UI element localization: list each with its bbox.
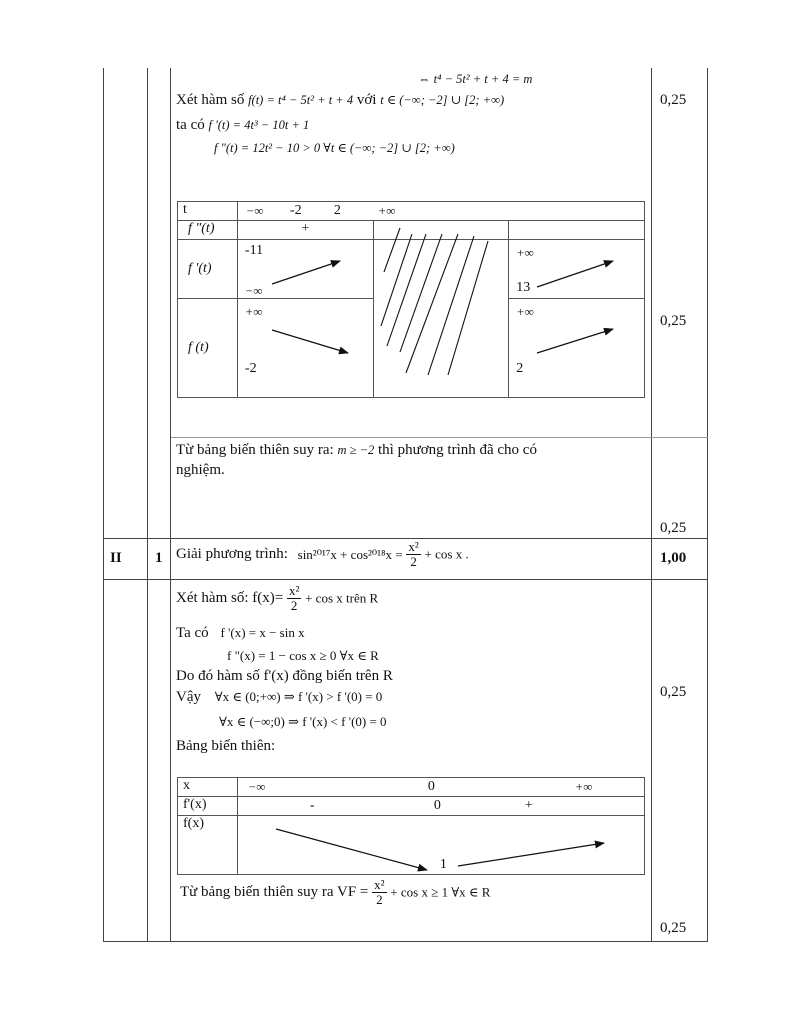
fx-fraction-num: x² bbox=[288, 583, 300, 598]
problem-fraction-num: x² bbox=[408, 539, 419, 554]
conclusion-math: m ≥ −2 bbox=[337, 443, 375, 457]
score-1a: 0,25 bbox=[660, 92, 687, 108]
question-number: 1 bbox=[155, 550, 163, 566]
score-2a: 0,25 bbox=[660, 684, 687, 700]
arrow-fx-up bbox=[458, 843, 604, 866]
header-pos-inf: +∞ bbox=[377, 204, 396, 218]
fp-top-left: -11 bbox=[244, 243, 264, 258]
row-label-f: f (t) bbox=[178, 299, 238, 398]
with-word: với bbox=[356, 92, 377, 108]
f-bottom-right: 2 bbox=[516, 361, 524, 376]
score-1b: 0,25 bbox=[660, 313, 687, 329]
consider-fx-label: Xét hàm số: f(x)= bbox=[176, 590, 284, 606]
fp-top-right: +∞ bbox=[516, 246, 534, 260]
header-neg-inf: −∞ bbox=[245, 204, 264, 218]
hatching bbox=[381, 228, 488, 375]
f-top-left: +∞ bbox=[244, 305, 263, 319]
header-t: t bbox=[178, 202, 238, 221]
consider-label: Xét hàm số bbox=[176, 92, 245, 108]
so-label: Vậy bbox=[176, 689, 201, 705]
problem-prompt: Giải phương trình: bbox=[176, 546, 288, 562]
conclusion-pre: Từ bảng biến thiên suy ra: bbox=[176, 442, 334, 458]
increasing-statement: Do đó hàm số f'(x) đồng biến trên R bbox=[176, 668, 393, 684]
table-title: Bảng biến thiên: bbox=[176, 738, 276, 754]
fx-second-derivative: f "(x) = 1 − cos x ≥ 0 ∀x ∈ R bbox=[227, 648, 379, 663]
score-1c: 0,25 bbox=[660, 520, 687, 536]
score-2b: 0,25 bbox=[660, 920, 687, 936]
arrow-fx-down bbox=[276, 829, 427, 870]
final-fraction-den: 2 bbox=[376, 892, 383, 907]
domain-expression: t ∈ (−∞; −2] ∪ [2; +∞) bbox=[380, 93, 505, 107]
fp-bottom-right: 13 bbox=[516, 280, 531, 295]
problem-eq-left: sin²⁰¹⁷x + cos²⁰¹⁸x = bbox=[297, 546, 403, 562]
implication-2: ∀x ∈ (−∞;0) ⇒ f '(x) < f '(0) = 0 bbox=[219, 714, 387, 729]
header-2: 2 bbox=[333, 203, 341, 218]
total-score: 1,00 bbox=[660, 550, 687, 566]
row-label-fpx: f'(x) bbox=[178, 797, 238, 816]
arrow-fp-left bbox=[272, 261, 340, 284]
x-zero: 0 bbox=[427, 779, 435, 794]
fp-bottom-left: −∞ bbox=[244, 284, 263, 298]
first-derivative: f '(t) = 4t³ − 10t + 1 bbox=[208, 118, 310, 132]
fpp-sign: + bbox=[301, 221, 310, 236]
final-fraction-num: x² bbox=[374, 877, 385, 892]
we-have-label: ta có bbox=[176, 117, 205, 133]
header-x: x bbox=[178, 778, 238, 797]
we-have-label-2: Ta có bbox=[176, 625, 209, 641]
fpx-plus: + bbox=[524, 798, 533, 813]
x-neg-inf: −∞ bbox=[247, 780, 266, 794]
arrow-fp-right bbox=[537, 261, 613, 287]
problem-fraction-den: 2 bbox=[410, 554, 417, 569]
row-label-fx: f(x) bbox=[178, 816, 238, 875]
fx-tail: + cos x trên R bbox=[305, 590, 379, 606]
implication-1: ∀x ∈ (0;+∞) ⇒ f '(x) > f '(0) = 0 bbox=[214, 689, 383, 704]
fx-fraction-den: 2 bbox=[290, 598, 298, 613]
second-derivative: f "(t) = 12t² − 10 > 0 ∀t ∈ (−∞; −2] ∪ [2; +∞) bbox=[214, 141, 455, 155]
fx-first-derivative: f '(x) = x − sin x bbox=[220, 625, 305, 640]
header-minus-2: -2 bbox=[289, 203, 302, 218]
x-pos-inf: +∞ bbox=[574, 780, 593, 794]
arrow-f-right bbox=[537, 329, 613, 353]
equivalence-line: ⇔ t⁴ − 5t² + t + 4 = m bbox=[418, 72, 533, 86]
f-top-right: +∞ bbox=[516, 305, 534, 319]
fpx-minus: - bbox=[309, 798, 315, 813]
arrow-f-left bbox=[272, 330, 348, 353]
conclusion-post: thì phương trình đã cho có bbox=[378, 442, 537, 458]
section-number: II bbox=[110, 550, 122, 566]
fpx-zero: 0 bbox=[433, 798, 441, 813]
row-label-fpp: f "(t) bbox=[178, 221, 238, 240]
row-label-fp: f '(t) bbox=[178, 240, 238, 299]
problem-eq-right: + cos x . bbox=[424, 546, 469, 562]
final-post: + cos x ≥ 1 ∀x ∈ R bbox=[390, 884, 491, 900]
f-bottom-left: -2 bbox=[244, 361, 257, 376]
conclusion-line-2: nghiệm. bbox=[176, 462, 225, 478]
final-pre: Từ bảng biến thiên suy ra VF = bbox=[180, 884, 369, 900]
fx-minimum: 1 bbox=[439, 857, 447, 872]
function-expression: f(t) = t⁴ − 5t² + t + 4 bbox=[248, 93, 354, 107]
